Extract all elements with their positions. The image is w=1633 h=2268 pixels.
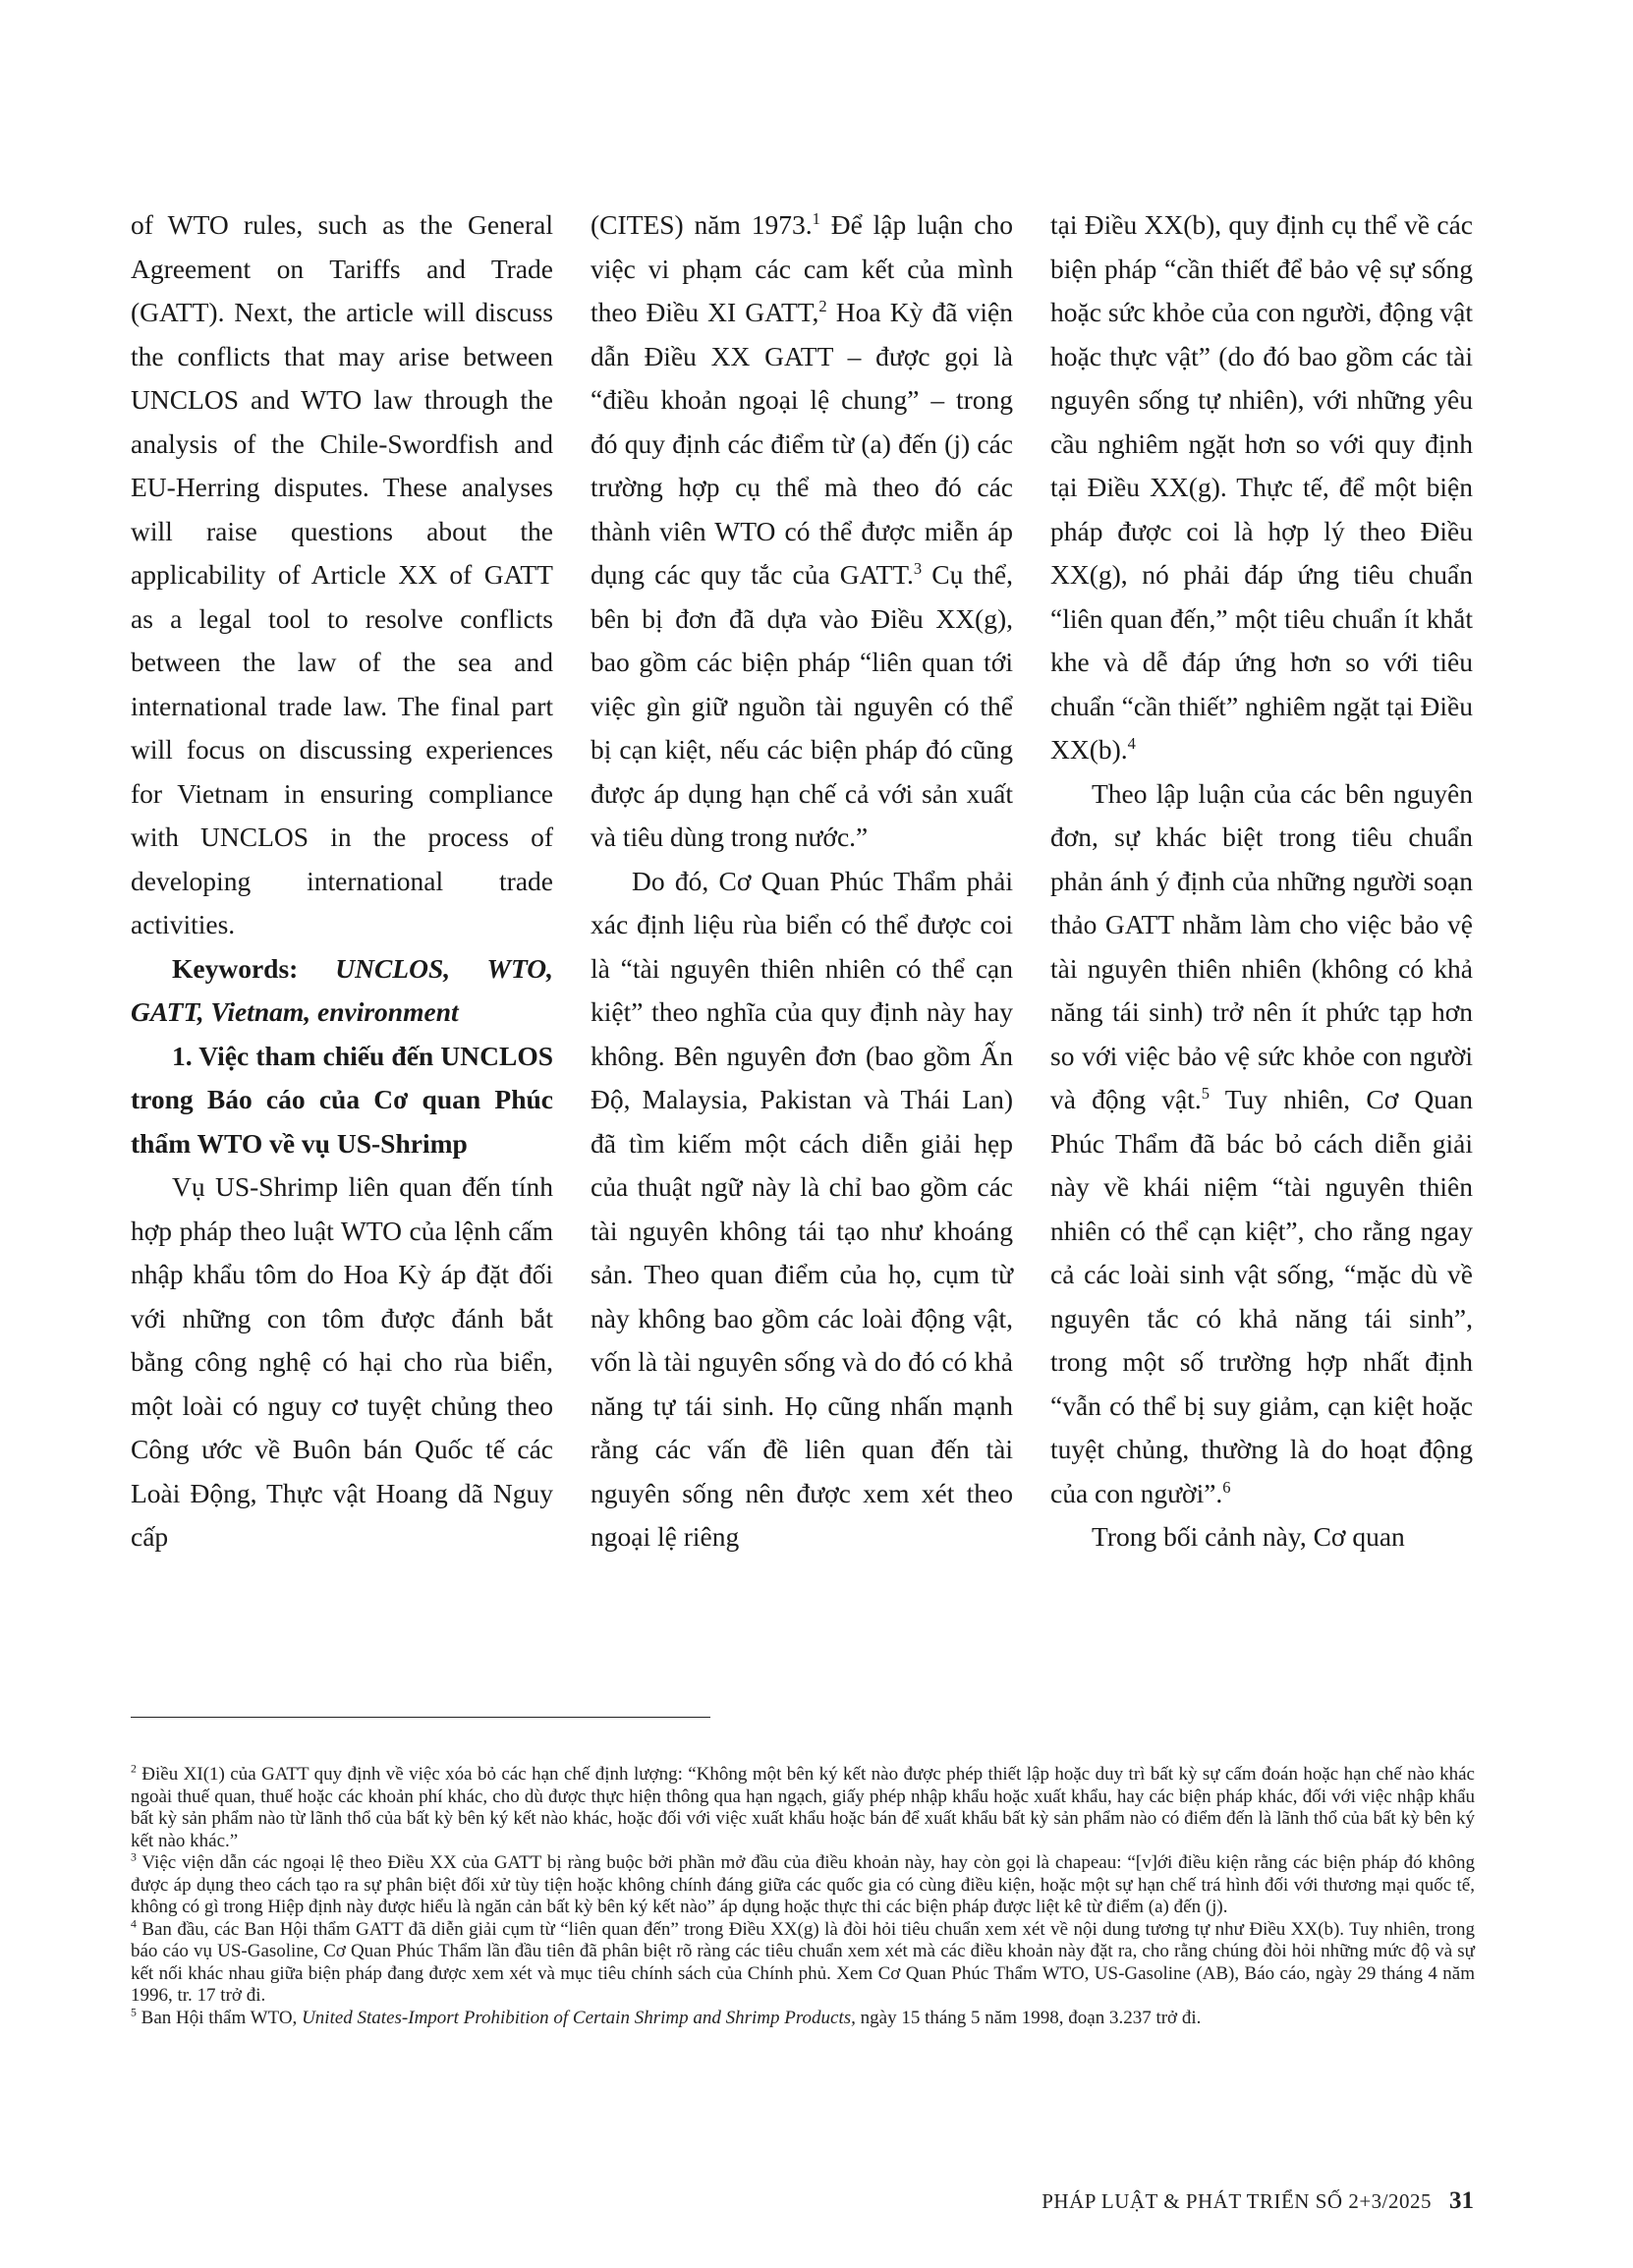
text-column-2: [591, 203, 1013, 1559]
page-footer: [1042, 2187, 1474, 2215]
footnote-ref[interactable]: 4: [1127, 733, 1136, 753]
keywords-label: Keywords:: [172, 952, 299, 984]
footnote: [131, 1919, 1475, 2008]
footnote-text: Việc viện dẫn các ngoại lệ theo Điều XX của GATT bị ràng buộc bởi phần mở đầu của điều khoản này, hay còn gọi là chapeau: “[v]ới điều kiện rằng các biện pháp đó không được áp dụng theo cách tạo ra sự phân biệt đối xử tùy tiện hoặc không chính đáng giữa các quốc gia có cùng điều kiện, hoặc một sự hạn chế trá hình đối với thương mại quốc tế, không có gì trong Hiệp định này được hiểu là ngăn cản bất kỳ bên ký kết nào” áp dụng hoặc thực thi các biện pháp được liệt kê từ điểm (a) đến (j).: [131, 1852, 1475, 1917]
text-run: Hoa Kỳ đã viện dẫn Điều XX GATT – được gọi là “điều khoản ngoại lệ chung” – trong đó quy định các điểm từ (a) đến (j) các trường hợp cụ thể mà theo đó các thành viên WTO có thể được miễn áp dụng các quy tắc của GATT.: [591, 297, 1013, 590]
footnote: [131, 2008, 1475, 2030]
footnote-ref[interactable]: 3: [913, 558, 923, 578]
section-heading: 1. Việc tham chiếu đến UNCLOS trong Báo cáo của Cơ quan Phúc thẩm WTO về vụ US-Shrimp: [131, 1040, 553, 1159]
footnote-divider: [131, 1717, 710, 1718]
text-run: Để lập luận cho việc vi phạm các cam kết của mình theo Điều XI GATT,: [591, 209, 1013, 327]
footnote-title: United States-Import Prohibition of Certain Shrimp and Shrimp Products,: [302, 2007, 856, 2028]
journal-title: PHÁP LUẬT & PHÁT TRIỂN SỐ 2+3/2025: [1042, 2189, 1432, 2213]
footnote-number: 5: [131, 2006, 137, 2019]
body-paragraph: Do đó, Cơ Quan Phúc Thẩm phải xác định liệu rùa biển có thể được coi là “tài nguyên thiên nhiên có thể cạn kiệt” theo nghĩa của quy định này hay không. Bên nguyên đơn (bao gồm Ấn Độ, Malaysia, Pakistan và Thái Lan) đã tìm kiếm một cách diễn giải hẹp của thuật ngữ này là chỉ bao gồm các tài nguyên không tái tạo như khoáng sản. Theo quan điểm của họ, cụm từ này không bao gồm các loài động vật, vốn là tài nguyên sống và do đó có khả năng tự tái sinh. Họ cũng nhấn mạnh rằng các vấn đề liên quan đến tài nguyên sống nên được xem xét theo ngoại lệ riêng: [591, 865, 1013, 1552]
footnotes: [131, 1764, 1475, 2029]
body-paragraph: [1050, 772, 1473, 1516]
body-paragraph: [1050, 203, 1473, 772]
body-paragraph: Vụ US-Shrimp liên quan đến tính hợp pháp theo luật WTO của lệnh cấm nhập khẩu tôm do Hoa Kỳ áp đặt đối với những con tôm được đánh bắt bằng công nghệ có hại cho rùa biển, một loài có nguy cơ tuyệt chủng theo Công ước về Buôn bán Quốc tế các Loài Động, Thực vật Hoang dã Nguy cấp: [131, 1171, 553, 1552]
text-run: Theo lập luận của các bên nguyên đơn, sự khác biệt trong tiêu chuẩn phản ánh ý định của những người soạn thảo GATT nhằm làm cho việc bảo vệ tài nguyên thiên nhiên (không có khả năng tái sinh) trở nên ít phức tạp hơn so với việc bảo vệ sức khỏe con người và động vật.: [1050, 777, 1473, 1114]
text-run: tại Điều XX(b), quy định cụ thể về các biện pháp “cần thiết để bảo vệ sự sống hoặc sức khỏe của con người, động vật hoặc thực vật” (do đó bao gồm các tài nguyên sống tự nhiên), với những yêu cầu nghiêm ngặt hơn so với quy định tại Điều XX(g). Thực tế, để một biện pháp được coi là hợp lý theo Điều XX(g), nó phải đáp ứng tiêu chuẩn “liên quan đến,” một tiêu chuẩn ít khắt khe và dễ đáp ứng hơn so với tiêu chuẩn “cần thiết” nghiêm ngặt tại Điều XX(b).: [1050, 209, 1473, 765]
footnote: [131, 1852, 1475, 1919]
text-column-3: [1050, 203, 1473, 1559]
footnote-text: ngày 15 tháng 5 năm 1998, đoạn 3.237 trở đi.: [855, 2007, 1202, 2028]
page-number: 31: [1449, 2187, 1474, 2214]
footnote-ref[interactable]: 6: [1222, 1477, 1231, 1497]
footnote-ref[interactable]: 1: [812, 208, 820, 228]
keywords-line: [131, 947, 553, 1035]
footnote-text: Ban Hội thẩm WTO,: [136, 2007, 303, 2028]
footnote-number: 4: [131, 1917, 137, 1931]
text-run: Tuy nhiên, Cơ Quan Phúc Thẩm đã bác bỏ cách diễn giải này về khái niệm “tài nguyên thiên nhiên có thể cạn kiệt”, cho rằng ngay cả các loài sinh vật sống, “mặc dù về nguyên tắc có khả năng tái sinh”, trong một số trường hợp nhất định “vẫn có thể bị suy giảm, cạn kiệt hoặc tuyệt chủng, thường là do hoạt động của con người”.: [1050, 1084, 1473, 1508]
footnote-number: 3: [131, 1850, 137, 1864]
footnote-number: 2: [131, 1762, 137, 1776]
footnote-ref[interactable]: 2: [818, 296, 827, 315]
text-column-1: [131, 203, 553, 1559]
footnote-text: Điều XI(1) của GATT quy định về việc xóa bỏ các hạn chế định lượng: “Không một bên ký kết nào được phép thiết lập hoặc duy trì bất kỳ sự cấm đoán hoặc hạn chế nào khác ngoài thuế quan, thuế hoặc các khoản phí khác, cho dù được thực hiện thông qua hạn ngạch, giấy phép nhập khẩu hoặc xuất khẩu, hay các biện pháp khác, đối với việc nhập khẩu bất kỳ sản phẩm nào từ lãnh thổ của bất kỳ bên ký kết nào khác, hoặc đối với việc xuất khẩu hoặc bán để xuất khẩu bất kỳ sản phẩm nào có điểm đến là lãnh thổ của bất kỳ bên ký kết nào khác.”: [131, 1764, 1475, 1851]
text-run: (CITES) năm 1973.: [591, 209, 813, 240]
keywords-list: UNCLOS, WTO, GATT, Vietnam, environment: [131, 952, 553, 1027]
text-run: Cụ thể, bên bị đơn đã dựa vào Điều XX(g), bao gồm các biện pháp “liên quan tới việc gìn giữ nguồn tài nguyên có thể bị cạn kiệt, nếu các biện pháp đó cũng được áp dụng hạn chế cả với sản xuất và tiêu dùng trong nước.”: [591, 559, 1013, 852]
body-paragraph: [591, 203, 1013, 860]
footnote-text: Ban đầu, các Ban Hội thẩm GATT đã diễn giải cụm từ “liên quan đến” trong Điều XX(g) là đòi hỏi tiêu chuẩn xem xét về nội dung tương tự như Điều XX(b). Tuy nhiên, trong báo cáo vụ US-Gasoline, Cơ Quan Phúc Thẩm lần đầu tiên đã phân biệt rõ ràng các tiêu chuẩn xem xét mà các điều khoản này đặt ra, cho rằng chúng đòi hỏi những mức độ và sự kết nối khác nhau giữa biện pháp đang được xem xét và mục tiêu chính sách của Chính phủ. Xem Cơ Quan Phúc Thẩm WTO, US-Gasoline (AB), Báo cáo, ngày 29 tháng 4 năm 1996, tr. 17 trở đi.: [131, 1918, 1475, 2006]
abstract-paragraph: of WTO rules, such as the General Agreement on Tariffs and Trade (GATT). Next, the article will discuss the conflicts that may arise between UNCLOS and WTO law through the analysis of the Chile-Swordfish and EU-Herring disputes. These analyses will raise questions about the applicability of Article XX of GATT as a legal tool to resolve conflicts between the law of the sea and international trade law. The final part will focus on discussing experiences for Vietnam in ensuring compliance with UNCLOS in the process of developing international trade activities.: [131, 209, 553, 939]
body-paragraph: Trong bối cảnh này, Cơ quan: [1092, 1521, 1405, 1552]
footnote: [131, 1764, 1475, 1852]
footnote-ref[interactable]: 5: [1201, 1083, 1211, 1103]
